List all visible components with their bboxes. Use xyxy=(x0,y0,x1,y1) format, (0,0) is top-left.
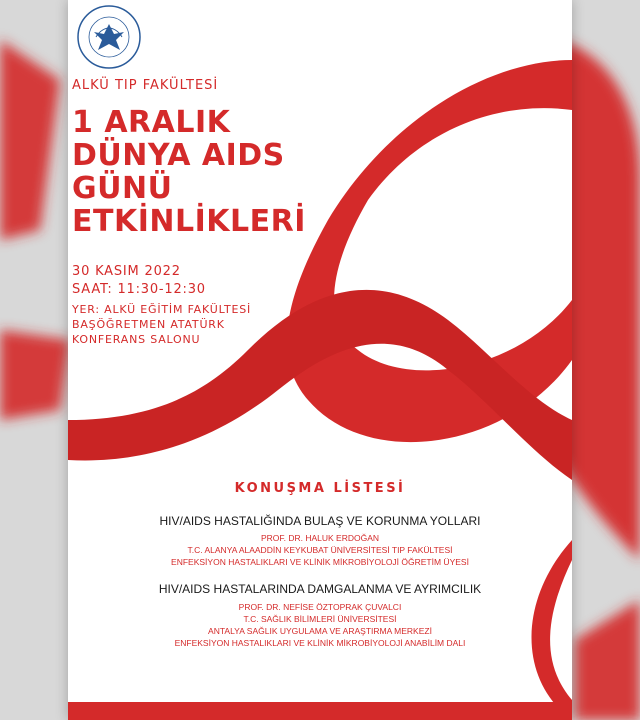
speaker-affiliation: T.C. ALANYA ALAADDİN KEYKUBAT ÜNİVERSİTESİ TIP FAKÜLTESİ xyxy=(187,545,453,555)
title-line: DÜNYA AIDS xyxy=(72,138,285,173)
speaker-affiliation: T.C. SAĞLIK BİLİMLERİ ÜNİVERSİTESİ xyxy=(243,614,397,624)
talk-title: HIV/AIDS HASTALIĞINDA BULAŞ VE KORUNMA YOLLARI xyxy=(159,514,481,528)
bottom-accent-bar xyxy=(68,702,572,720)
speaker-affiliation: ENFEKSİYON HASTALIKLARI VE KLİNİK MİKROBİYOLOJİ ANABİLİM DALI xyxy=(174,638,466,648)
title-line: ETKİNLİKLERİ xyxy=(72,204,306,239)
speaker-affiliation: ANTALYA SAĞLIK UYGULAMA VE ARAŞTIRMA MERKEZİ xyxy=(208,626,432,636)
university-seal-icon xyxy=(76,4,142,70)
talk-title: HIV/AIDS HASTALARINDA DAMGALANMA VE AYRIMCILIK xyxy=(158,582,482,596)
event-time: SAAT: 11:30-12:30 xyxy=(72,282,206,297)
talks-heading: KONUŞMA LİSTESİ xyxy=(234,481,406,496)
faculty-name: ALKÜ TIP FAKÜLTESİ xyxy=(72,78,219,93)
event-date: 30 KASIM 2022 xyxy=(72,264,181,279)
ribbon-back-band xyxy=(287,60,572,442)
event-title xyxy=(72,106,306,238)
speaker-name: PROF. DR. NEFİSE ÖZTOPRAK ÇUVALCI xyxy=(238,602,402,612)
title-line: 1 ARALIK xyxy=(72,105,231,140)
venue-line: YER: ALKÜ EĞİTİM FAKÜLTESİ xyxy=(72,303,252,316)
title-line: GÜNÜ xyxy=(72,171,173,206)
poster xyxy=(68,0,572,720)
speaker-name: PROF. DR. HALUK ERDOĞAN xyxy=(260,533,380,543)
speaker-affiliation: ENFEKSİYON HASTALIKLARI VE KLİNİK MİKROBİYOLOJİ ÖĞRETİM ÜYESİ xyxy=(171,557,469,567)
venue-line: KONFERANS SALONU xyxy=(72,333,201,346)
event-venue xyxy=(72,302,251,347)
venue-line: BAŞÖĞRETMEN ATATÜRK xyxy=(72,318,225,331)
